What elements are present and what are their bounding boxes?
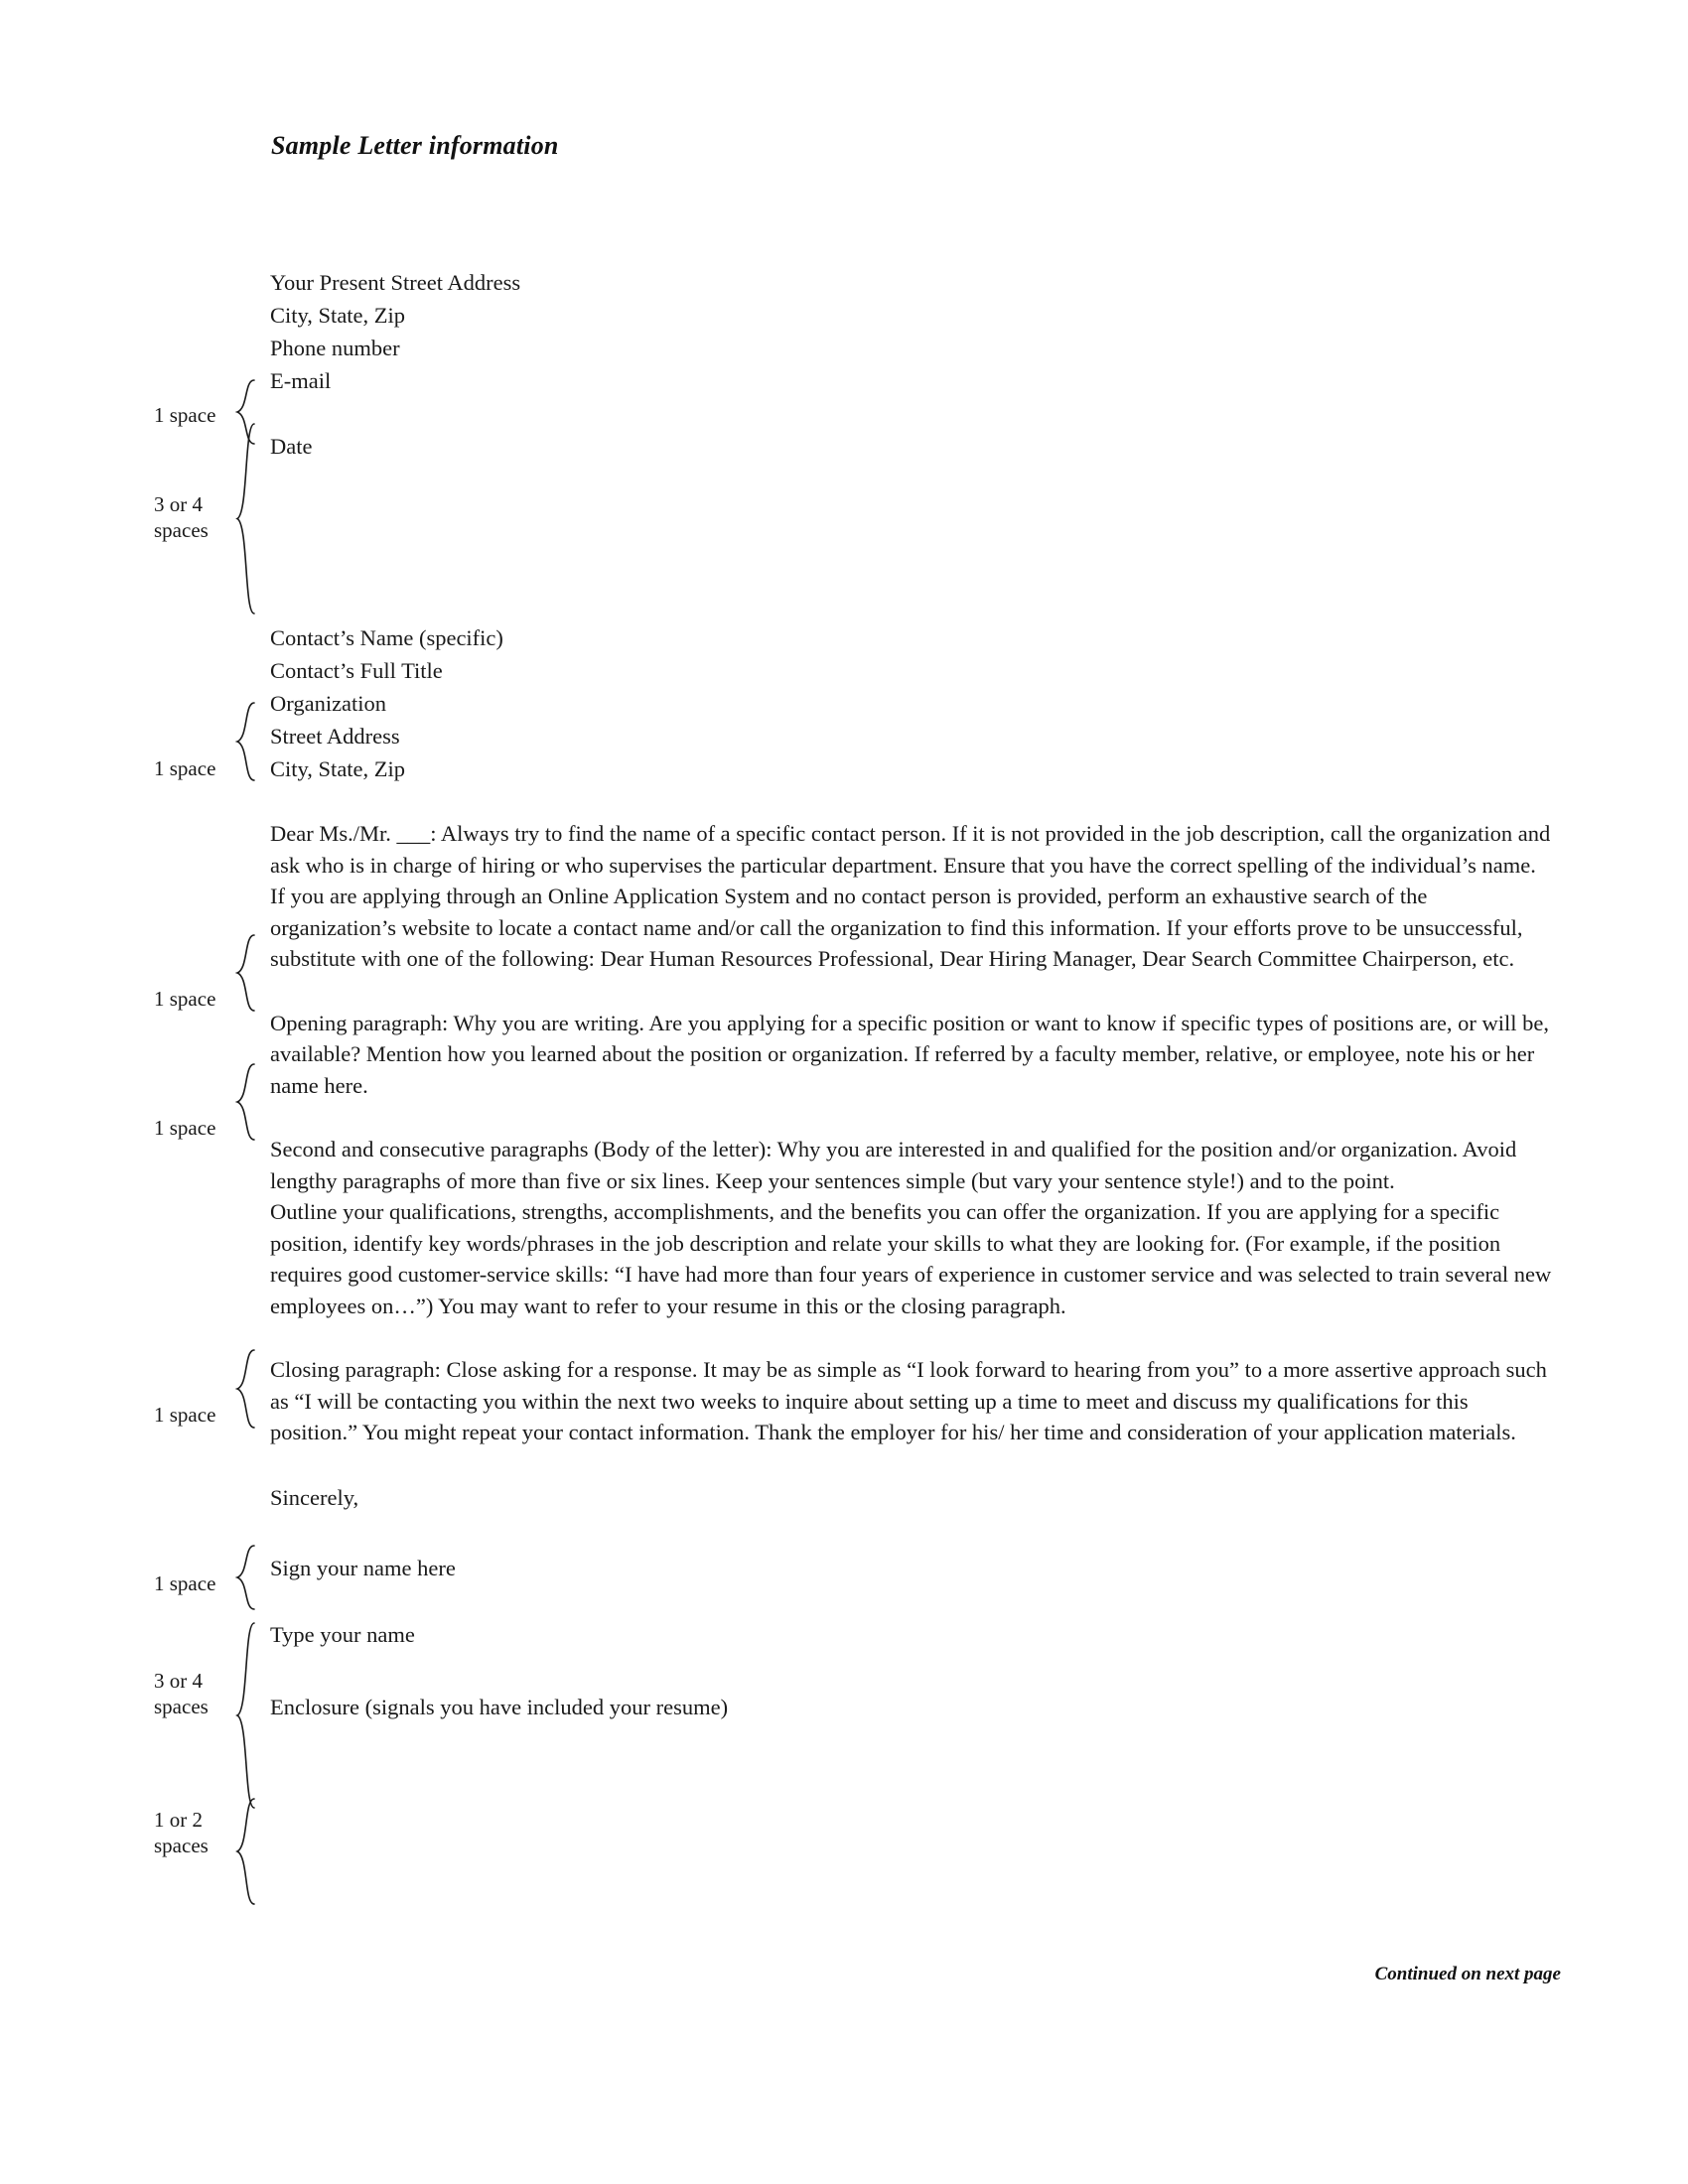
sign-off-line: Sincerely, <box>270 1484 359 1510</box>
typed-name-line: Type your name <box>270 1621 415 1647</box>
annotation-1-space-b: 1 space <box>154 756 216 780</box>
annotation-1-space-d: 1 space <box>154 1116 216 1140</box>
annotation-1-space-a: 1 space <box>154 403 216 427</box>
spacer-three-or-four-spaces <box>270 1514 1556 1552</box>
annotation-line-1: 3 or 4 <box>154 1669 203 1693</box>
annotation-3-or-4-spaces-a <box>154 491 245 543</box>
brace-icon-6 <box>234 1348 258 1433</box>
spacer-one-space <box>270 1101 1556 1134</box>
brace-icon-9 <box>234 1797 258 1910</box>
annotation-line-1: 3 or 4 <box>154 492 203 516</box>
spacer-one-space <box>270 975 1556 1008</box>
annotation-line-1: 1 or 2 <box>154 1808 203 1832</box>
spacer-one-space <box>270 397 1556 430</box>
closing-paragraph: Closing paragraph: Close asking for a response. It may be as simple as “I look forward to hearing from you” to a more assertive approach such as “I will be contacting you within the next two weeks to inquire about setting up a time to meet and discuss my qualifications for this position.” You might repeat your contact information. Thank the employer for his/ her time and consideration of your application materials. <box>270 1357 1547 1444</box>
annotation-line-2: spaces <box>154 518 209 542</box>
brace-icon-7 <box>234 1544 258 1615</box>
spacer-one-space <box>270 1448 1556 1481</box>
return-address-line: Your Present Street Address <box>270 270 521 295</box>
brace-icon-3 <box>234 701 258 786</box>
spacer-one-space <box>270 1321 1556 1354</box>
inside-address-line: Contact’s Name (specific) <box>270 625 503 650</box>
body-paragraph-2: Outline your qualifications, strengths, accomplishments, and the benefits you can offer the organization. If you are applying for a specific position, identify key words/phrases in the job description and relate your skills to what they are looking for. (For example, if the position requires good customer-service skills: “I have had more than four years of experience in customer service and was selected to train several new employees on…”) You may want to refer to your resume in this or the closing paragraph. <box>270 1199 1552 1318</box>
spacer-small <box>270 1584 1556 1618</box>
letter-body <box>270 266 1556 1723</box>
brace-icon-8 <box>234 1621 258 1814</box>
annotation-line-2: spaces <box>154 1834 209 1857</box>
brace-icon-2 <box>234 422 258 619</box>
footer-continued-note: Continued on next page <box>1374 1964 1561 1984</box>
inside-address-line: Street Address <box>270 724 400 749</box>
enclosure-line: Enclosure (signals you have included your resume) <box>270 1694 729 1719</box>
return-address-block <box>270 266 1556 397</box>
signature-line: Sign your name here <box>270 1555 456 1580</box>
inside-address-line: City, State, Zip <box>270 756 406 781</box>
inside-address-block <box>270 621 1556 785</box>
opening-paragraph: Opening paragraph: Why you are writing. Are you applying for a specific position or want to know if specific types of positions are, or will be, available? Mention how you learned about the position or organization. If referred by a faculty member, relative, or employee, note his or her name here. <box>270 1010 1550 1098</box>
inside-address-line: Contact’s Full Title <box>270 658 443 683</box>
spacer-one-or-two-spaces <box>270 1651 1556 1691</box>
brace-icon-5 <box>234 1062 258 1146</box>
annotation-line-2: spaces <box>154 1695 209 1718</box>
annotation-1-space-f: 1 space <box>154 1571 216 1595</box>
annotation-1-space-e: 1 space <box>154 1403 216 1427</box>
return-address-line: E-mail <box>270 368 332 393</box>
page-title: Sample Letter information <box>271 131 559 160</box>
brace-icon-4 <box>234 933 258 1017</box>
return-address-line: City, State, Zip <box>270 303 406 328</box>
body-paragraph-1: Second and consecutive paragraphs (Body of the letter): Why you are interested in and qualified for the position and/or organization. Avoid lengthy paragraphs of more than five or six lines. Keep your sentences simple (but vary your sentence style!) and to the point. <box>270 1137 1517 1193</box>
salutation-paragraph: Dear Ms./Mr. ___: Always try to find the name of a specific contact person. If it is not provided in the job description, call the organization and ask who is in charge of hiring or who supervises the particular department. Ensure that you have the correct spelling of the individual’s name. If you are applying through an Online Application System and no contact person is provided, perform an exhaustive search of the organization’s website to locate a contact name and/or call the organization to find this information. If your efforts prove to be unsuccessful, substitute with one of the following: Dear Human Resources Professional, Dear Hiring Manager, Dear Search Committee Chairperson, etc. <box>270 821 1551 971</box>
annotation-1-space-c: 1 space <box>154 987 216 1011</box>
date-line: Date <box>270 434 313 459</box>
inside-address-line: Organization <box>270 691 387 716</box>
spacer-one-space <box>270 785 1556 818</box>
annotation-1-or-2-spaces <box>154 1807 245 1858</box>
annotation-3-or-4-spaces-b <box>154 1668 245 1719</box>
spacer-three-or-four-spaces <box>270 463 1556 621</box>
return-address-line: Phone number <box>270 336 400 360</box>
